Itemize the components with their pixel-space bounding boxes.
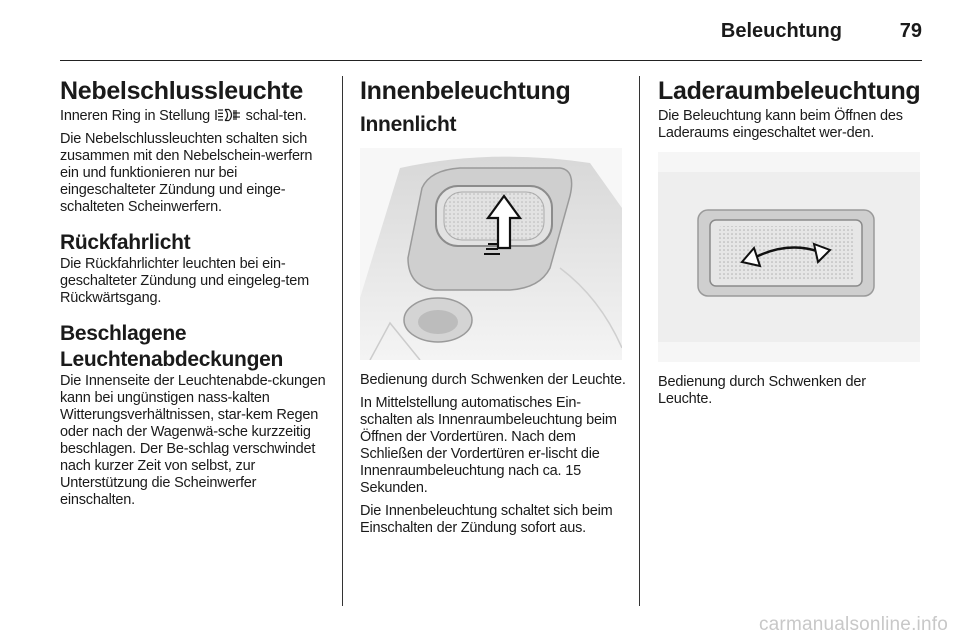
heading-beschlagene-leuchtenabdeckungen: Beschlagene Leuchtenabdeckungen	[60, 322, 284, 371]
interior-light-illustration	[360, 148, 622, 360]
paragraph: Inneren Ring in Stellung schal-ten.	[60, 108, 307, 124]
paragraph: Die Beleuchtung kann beim Öffnen des Laderaums eingeschaltet wer-den.	[658, 108, 903, 141]
heading-laderaumbeleuchtung: Laderaumbeleuchtung	[658, 77, 921, 105]
subheading-innenlicht: Innenlicht	[360, 113, 457, 136]
column-left	[60, 76, 328, 515]
section-title: Beleuchtung	[720, 20, 842, 42]
rear-fog-light-icon	[214, 108, 242, 122]
paragraph: Die Innenbeleuchtung schaltet sich beim Einschalten der Zündung sofort aus.	[360, 503, 613, 536]
column-divider	[639, 76, 640, 606]
page-number: 79	[899, 20, 922, 42]
paragraph: Die Nebelschlussleuchten schalten sich zusammen mit den Nebelschein-werfern ein und funktionieren nur bei eingeschalteter Zündung und einge-schalteten Scheinwerfern.	[60, 131, 313, 215]
page-header	[0, 0, 960, 60]
column-middle	[360, 76, 626, 543]
paragraph: Die Rückfahrlichter leuchten bei ein-geschalteter Zündung und eingeleg-tem Rückwärtsgang.	[60, 256, 309, 306]
heading-nebelschlussleuchte: Nebelschlussleuchte	[60, 77, 304, 105]
column-right	[658, 76, 922, 414]
paragraph: Die Innenseite der Leuchtenabde-ckungen kann bei ungünstigen nass-kalten Witterungsverhältnissen, star-kem Regen oder nach der Wagenwä-sche kurzzeitig beschlagen. Der Be-schlag verschwindet nach kurzer Zeit von selbst, zur Unterstützung die Scheinwerfer einschalten.	[60, 373, 326, 508]
heading-rueckfahrlicht: Rückfahrlicht	[60, 231, 191, 254]
watermark: carmanualsonline.info	[758, 614, 948, 635]
paragraph: In Mittelstellung automatisches Ein-schalten als Innenraumbeleuchtung beim Öffnen der Vordertüren. Nach dem Schließen der Vordertüren er-lischt die Innenraumbeleuchtung nach ca. 15 Sekunden.	[360, 395, 617, 496]
paragraph: Bedienung durch Schwenken der Leuchte.	[360, 372, 626, 388]
column-divider	[342, 76, 343, 606]
heading-innenbeleuchtung: Innenbeleuchtung	[360, 77, 571, 105]
paragraph: Bedienung durch Schwenken der Leuchte.	[658, 374, 866, 407]
header-divider	[60, 60, 922, 61]
cargo-light-illustration	[658, 152, 920, 362]
